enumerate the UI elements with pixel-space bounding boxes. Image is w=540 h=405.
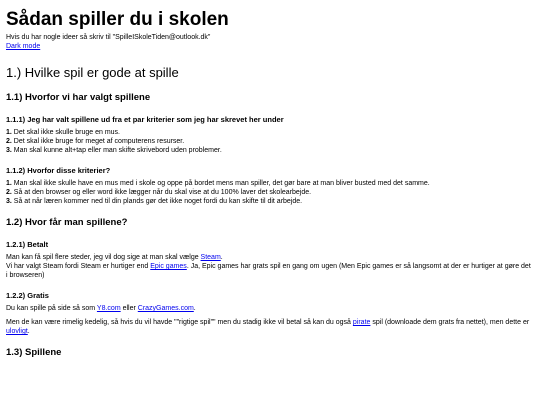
subsubsection-heading: 1.1.2) Hvorfor disse kriterier? bbox=[6, 166, 111, 175]
list-item bbox=[6, 197, 534, 206]
list-number: 3. bbox=[6, 198, 12, 205]
subsubsection-heading: 1.1.1) Jeg har valt spillene ud fra et par kriterier som jeg har skrevet her under bbox=[6, 115, 284, 124]
list-text: Det skal ikke bruge for meget af computerens resurser. bbox=[11, 138, 185, 145]
paragraph-text: Du kan spille på side så som bbox=[6, 305, 97, 312]
list-number: 1. bbox=[6, 180, 12, 187]
steam-link[interactable]: Steam bbox=[200, 254, 221, 261]
list-number: 2. bbox=[6, 138, 12, 145]
subsubsection-heading: 1.2.1) Betalt bbox=[6, 240, 49, 249]
ulovligt-link[interactable]: ulovligt bbox=[6, 328, 28, 335]
list-item bbox=[6, 137, 534, 146]
paragraph bbox=[6, 304, 534, 313]
paragraph-text: Man kan få spil flere steder, jeg vil dog sige at man skal vælge bbox=[6, 254, 201, 261]
list-number: 2. bbox=[6, 189, 12, 196]
paragraph-text: Vi har valgt Steam fordi Steam er hurtiger end bbox=[6, 263, 151, 270]
subsection-heading: 1.1) Hvorfor vi har valgt spillene bbox=[6, 92, 151, 103]
epic-games-link[interactable]: Epic games bbox=[150, 263, 187, 270]
reasons-list bbox=[6, 179, 534, 206]
section-heading: 1.) Hvilke spil er gode at spille bbox=[6, 65, 179, 80]
list-text: Så at når læren kommer ned til din plands gør det ikke noget fordi du kan skifte til dit arbejde. bbox=[11, 198, 303, 205]
paragraph-text: spil (downloade dem grats fra nettet), men dette er bbox=[370, 319, 530, 326]
list-item bbox=[6, 179, 534, 188]
paragraph-text: . bbox=[193, 305, 196, 312]
subsection-heading: 1.3) Spillene bbox=[6, 347, 62, 358]
list-number: 1. bbox=[6, 129, 12, 136]
y8-link[interactable]: Y8.com bbox=[96, 305, 121, 312]
paragraph-text: eller bbox=[120, 305, 138, 312]
paragraph bbox=[6, 253, 534, 280]
crazygames-link[interactable]: CrazyGames.com bbox=[137, 305, 194, 312]
paragraph-text: . bbox=[220, 254, 223, 261]
paragraph-text: Men de kan være rimelig kedelig, så hvis du vil havde ""rigtige spil"" men du stadig ikke vil betal så kan du også bbox=[6, 319, 353, 326]
list-text: Man skal ikke skulle have en mus med i skole og oppe på bordet mens man spiller, det gør bare at man bliver busted med det samme. bbox=[11, 180, 430, 187]
pirate-link[interactable]: pirate bbox=[352, 319, 371, 326]
paragraph-text: . bbox=[27, 328, 30, 335]
list-item bbox=[6, 188, 534, 197]
list-text: Så at den browser og eller word ikke lægger når du skal vise at du 100% laver det skolearbejde. bbox=[11, 189, 312, 196]
intro-text: Hvis du har nogle ideer så skriv til "SpilleISkoleTiden@outlook.dk" bbox=[6, 34, 211, 41]
page-title: Sådan spiller du i skolen bbox=[6, 9, 229, 30]
criteria-list bbox=[6, 128, 534, 155]
list-item bbox=[6, 128, 534, 137]
list-text: Man skal kunne alt+tap eller man skifte skrivebord uden problemer. bbox=[11, 147, 222, 154]
subsection-heading: 1.2) Hvor får man spillene? bbox=[6, 217, 128, 228]
paragraph-text: . Ja, Epic games har grats spil en gang om ugen (Men Epic games er så langsomt at der er hurtiger at gøre det i browseren) bbox=[6, 263, 531, 279]
list-item bbox=[6, 146, 534, 155]
dark-mode-link[interactable]: Dark mode bbox=[6, 43, 41, 50]
subsubsection-heading: 1.2.2) Gratis bbox=[6, 291, 49, 300]
paragraph bbox=[6, 318, 534, 336]
list-text: Det skal ikke skulle bruge en mus. bbox=[11, 129, 121, 136]
list-number: 3. bbox=[6, 147, 12, 154]
